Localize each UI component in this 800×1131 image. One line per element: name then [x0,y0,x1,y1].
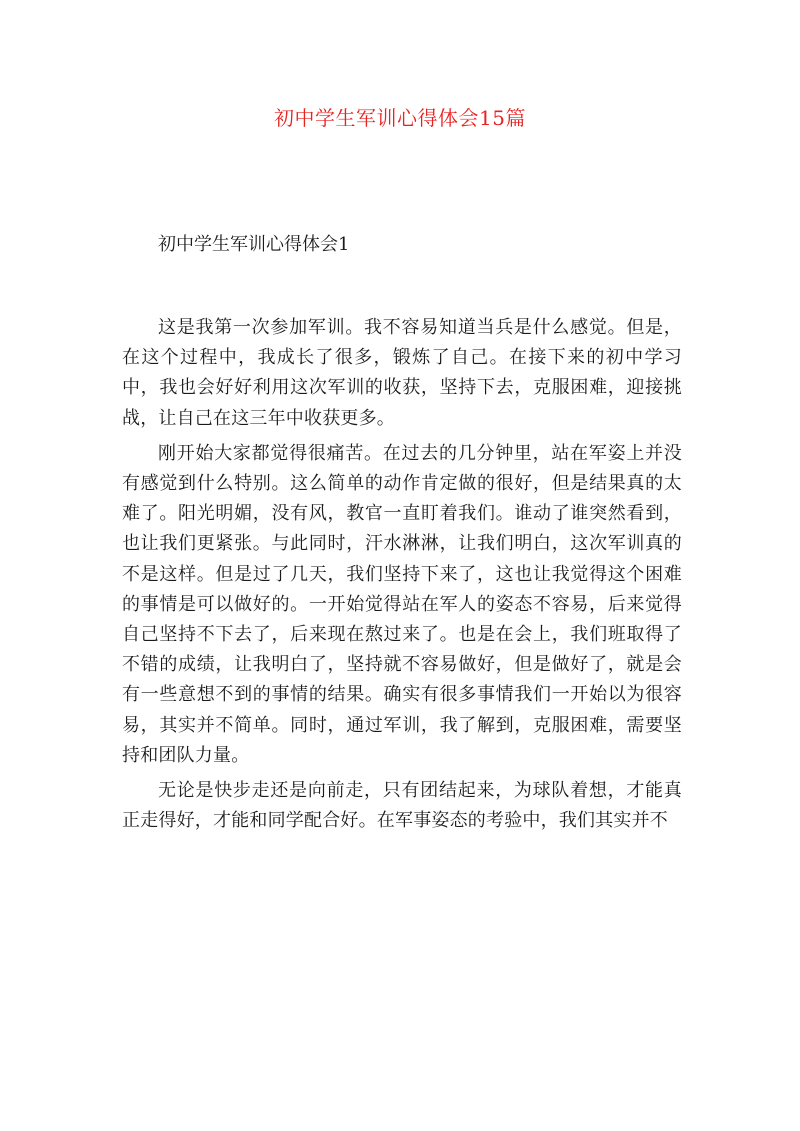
document-body [122,313,682,836]
document-title: 初中学生军训心得体会15篇 [274,106,526,130]
paragraph: 这是我第一次参加军训。我不容易知道当兵是什么感觉。但是，在这个过程中，我成长了很多，锻炼了自己。在接下来的初中学习中，我也会好好利用这次军训的收获，坚持下去，克服困难，迎接挑战，让自己在这三年中收获更多。 [122,317,682,429]
paragraph: 刚开始大家都觉得很痛苦。在过去的几分钟里，站在军姿上并没有感觉到什么特别。这么简单的动作肯定做的很好，但是结果真的太难了。阳光明媚，没有风，教官一直盯着我们。谁动了谁突然看到，也让我们更紧张。与此同时，汗水淋淋，让我们明白，这次军训真的不是这样。但是过了几天，我们坚持下来了，这也让我觉得这个困难的事情是可以做好的。一开始觉得站在军人的姿态不容易，后来觉得自己坚持不下去了，后来现在熬过来了。也是在会上，我们班取得了不错的成绩，让我明白了，坚持就不容易做好，但是做好了，就是会有一些意想不到的事情的结果。确实有很多事情我们一开始以为很容易，其实并不简单。同时，通过军训，我了解到，克服困难，需要坚持和团队力量。 [122,442,682,766]
paragraph: 无论是快步走还是向前走，只有团结起来，为球队着想，才能真正走得好，才能和同学配合好。在军事姿态的考验中，我们其实并不 [122,780,682,832]
section-heading: 初中学生军训心得体会1 [158,234,350,255]
